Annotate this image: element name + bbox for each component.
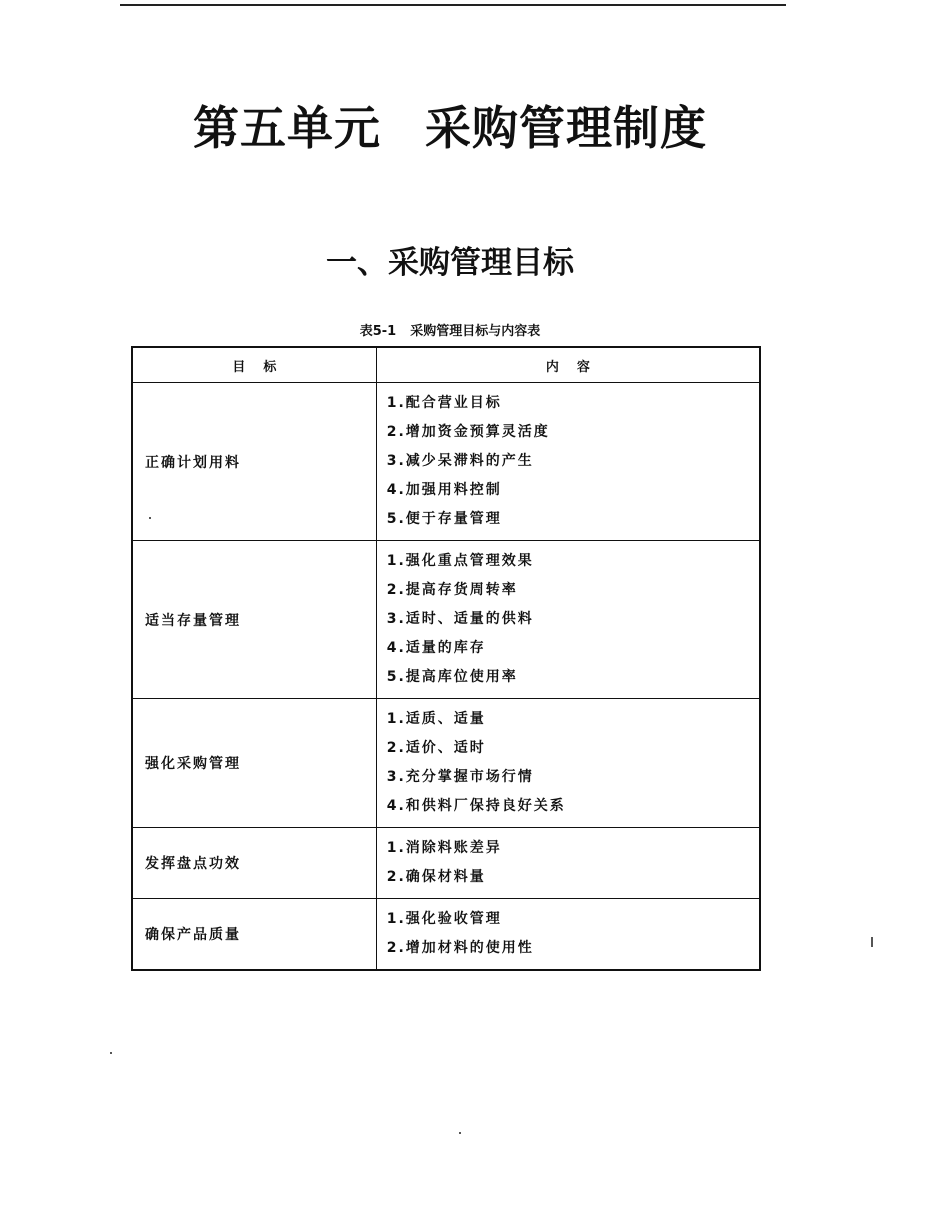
content-item: 2.增加资金预算灵活度 — [386, 424, 550, 440]
goal-cell: 发挥盘点功效 — [132, 828, 376, 899]
content-item: 3.适时、适量的供料 — [386, 611, 534, 627]
content-item: 4.和供料厂保持良好关系 — [386, 798, 566, 814]
table-caption-text: 采购管理目标与内容表 — [410, 324, 541, 339]
content-cell — [376, 541, 760, 699]
content-item: 2.增加材料的使用性 — [386, 940, 534, 956]
unit-title — [0, 92, 900, 158]
goal-cell: 确保产品质量 — [132, 899, 376, 971]
content-item: 2.提高存货周转率 — [386, 582, 518, 598]
content-item: 5.提高库位使用率 — [386, 669, 518, 685]
content-cell — [376, 828, 760, 899]
top-rule — [120, 4, 786, 6]
table-row — [132, 828, 760, 899]
table-row — [132, 699, 760, 828]
table-header-row — [132, 347, 760, 383]
content-item: 1.适质、适量 — [386, 711, 486, 727]
table-row — [132, 541, 760, 699]
content-item: 1.强化重点管理效果 — [386, 553, 534, 569]
scan-mark — [149, 517, 151, 519]
table-caption — [0, 320, 900, 339]
table-body — [132, 383, 760, 971]
unit-name: 采购管理制度 — [425, 101, 707, 155]
content-item: 2.确保材料量 — [386, 869, 486, 885]
content-cell — [376, 383, 760, 541]
goal-cell: 适当存量管理 — [132, 541, 376, 699]
content-item: 3.减少呆滞料的产生 — [386, 453, 534, 469]
header-goal: 目标 — [132, 347, 376, 383]
content-item: 4.加强用料控制 — [386, 482, 502, 498]
table-caption-label: 表5-1 — [359, 324, 397, 339]
scan-mark — [871, 937, 873, 947]
header-content: 内容 — [376, 347, 760, 383]
goal-content-table — [131, 346, 761, 971]
content-item: 3.充分掌握市场行情 — [386, 769, 534, 785]
table-row — [132, 899, 760, 971]
content-cell — [376, 699, 760, 828]
content-item: 5.便于存量管理 — [386, 511, 502, 527]
content-cell — [376, 899, 760, 971]
content-item: 1.强化验收管理 — [386, 911, 502, 927]
content-item: 1.消除料账差异 — [386, 840, 502, 856]
unit-number: 第五单元 — [193, 101, 381, 155]
goal-cell: 正确计划用料 — [132, 383, 376, 541]
scan-mark — [110, 1052, 112, 1054]
content-item: 1.配合营业目标 — [386, 395, 502, 411]
goal-cell: 强化采购管理 — [132, 699, 376, 828]
content-item: 2.适价、适时 — [386, 740, 486, 756]
table-row — [132, 383, 760, 541]
content-item: 4.适量的库存 — [386, 640, 486, 656]
section-title: 一、采购管理目标 — [326, 245, 574, 281]
scan-mark — [459, 1132, 461, 1134]
